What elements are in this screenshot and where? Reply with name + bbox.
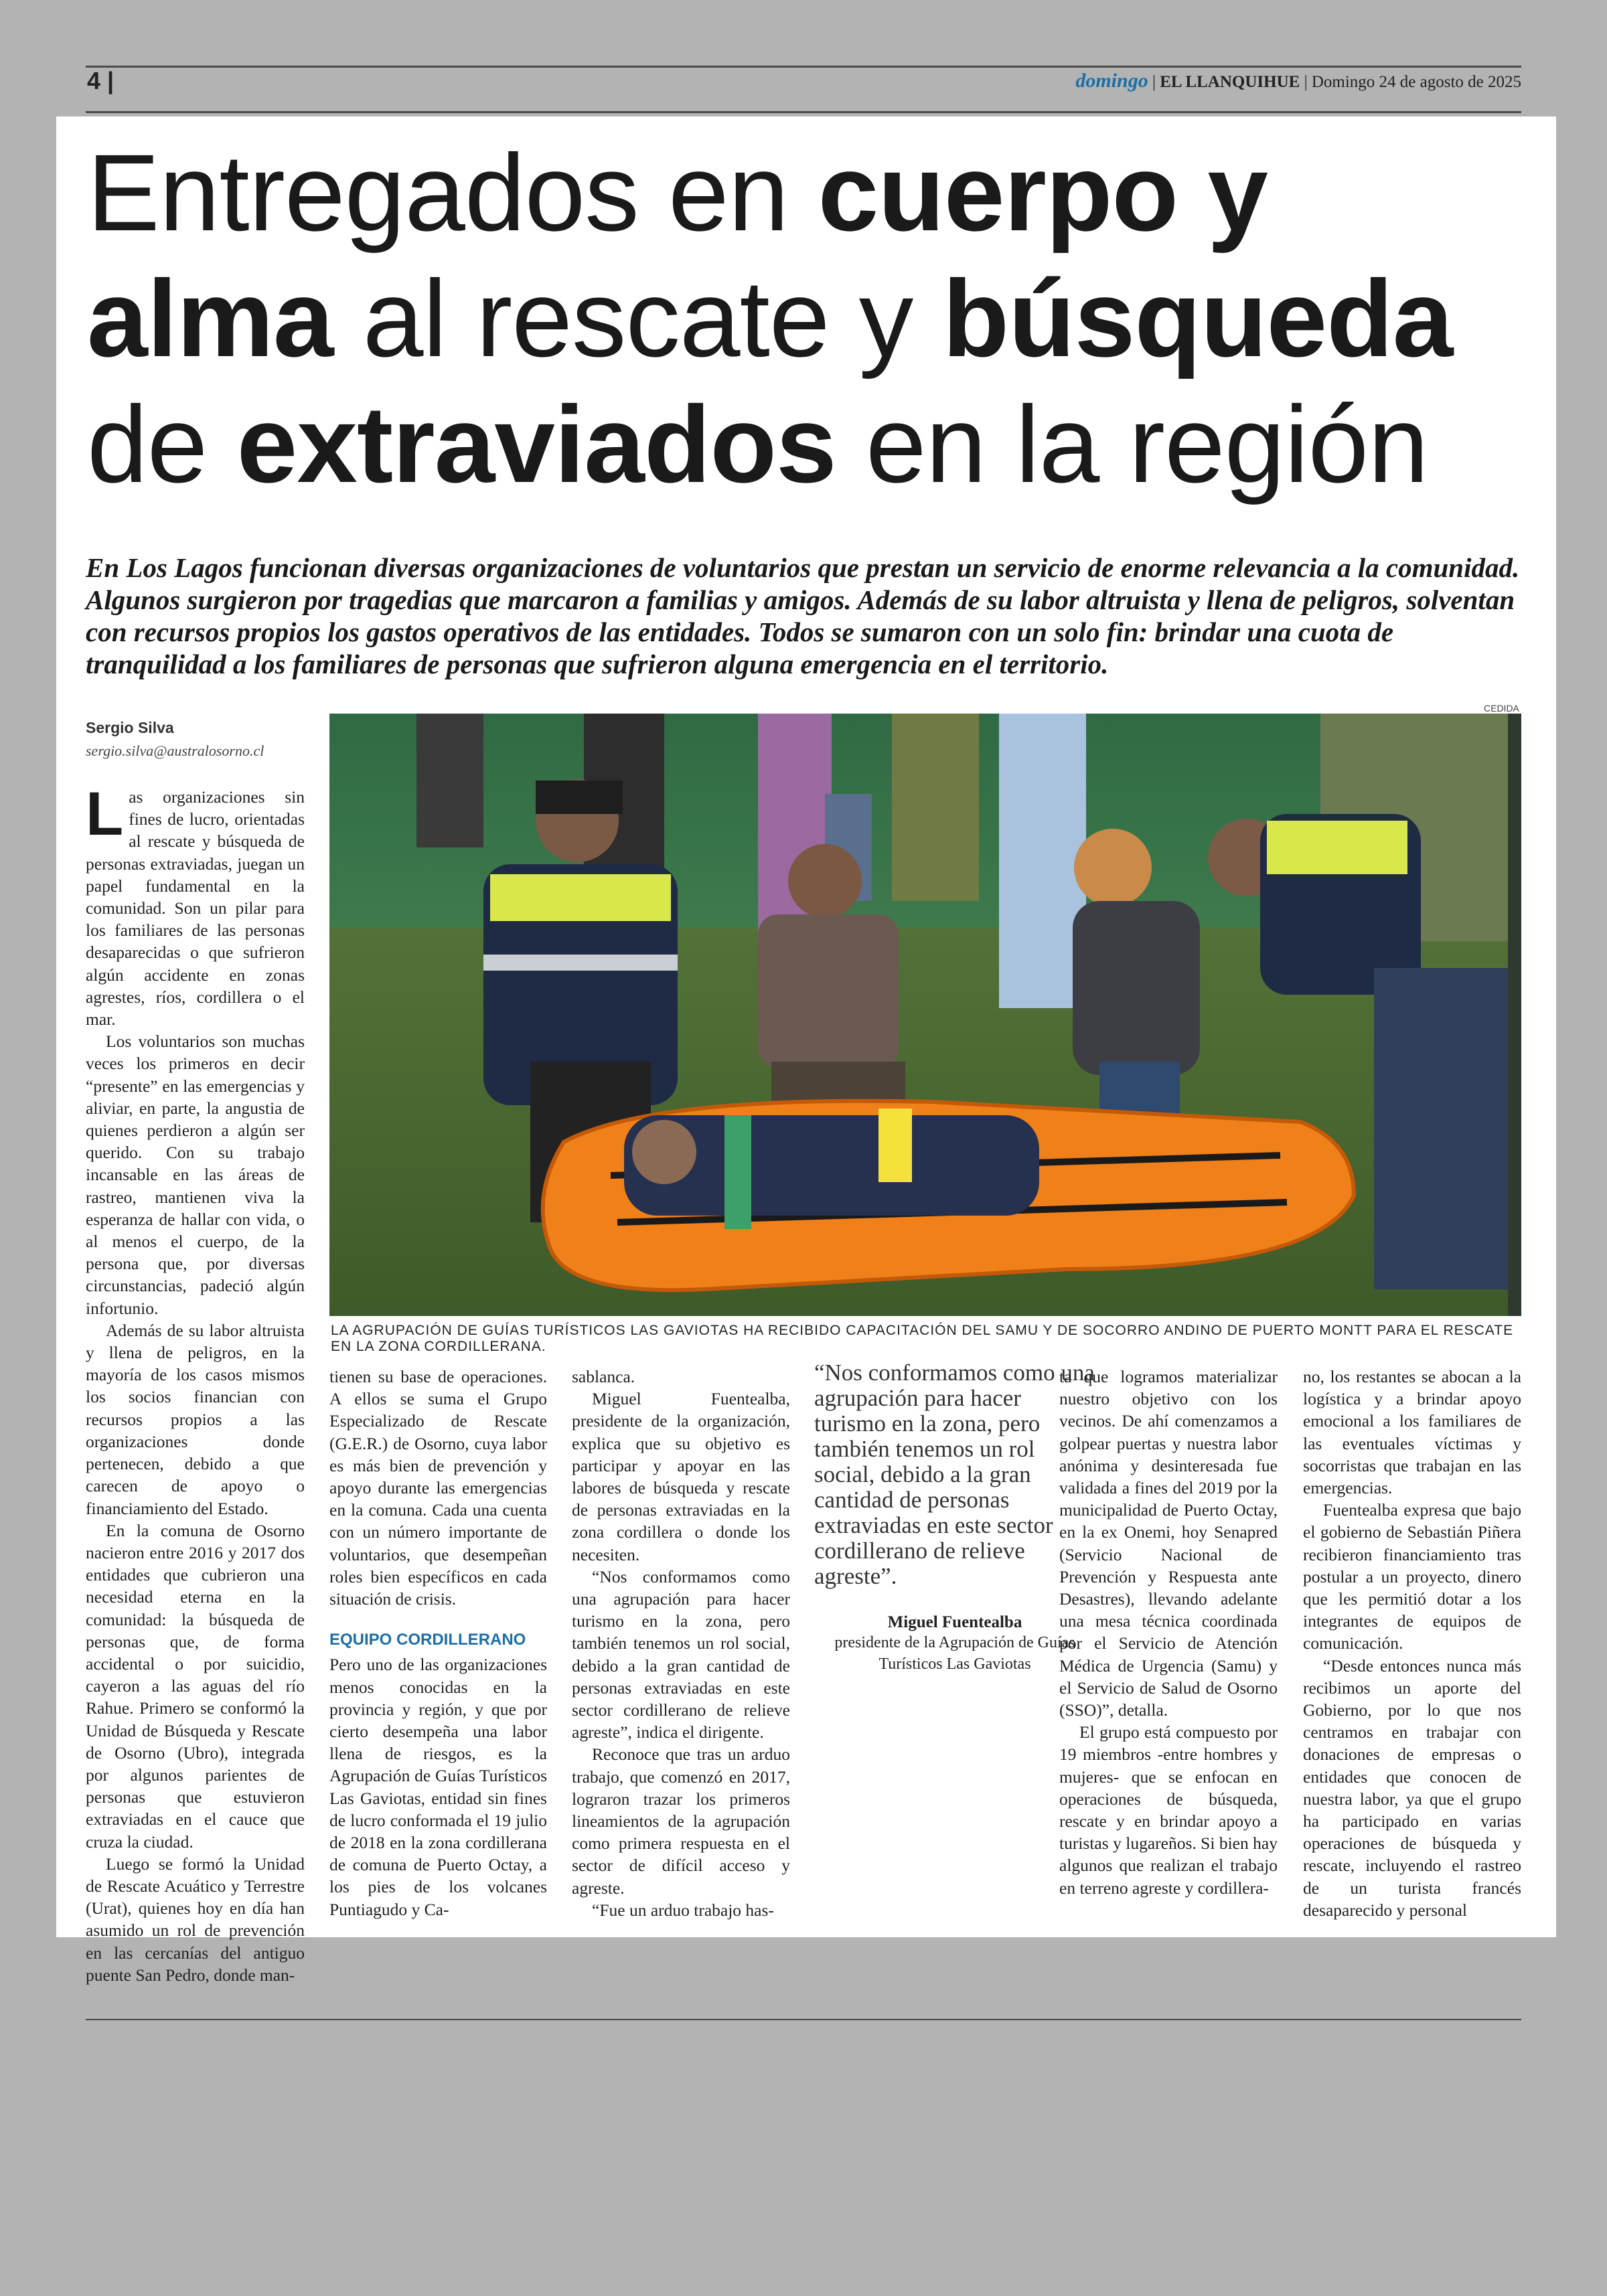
lead-paragraph: En Los Lagos funcionan diversas organizaciones de voluntarios que prestan un servicio de enorme relevancia a la comunidad. Algunos surgieron por tragedias que marcaron a familias y amigos. Además de su labor altruista y llena de peligros, solventan con recursos propios los gastos operativos de las entidades. Todos se sumaron con un solo fin: brindar una cuota de tranquilidad a los familiares de personas que sufrieron alguna emergencia en el territorio. bbox=[86, 552, 1520, 679]
paragraph: Las organizaciones sin fines de lucro, orientadas al rescate y búsqueda de personas extraviadas, juegan un papel fundamental en la comunidad. Son un pilar para los familiares de las personas desaparecidas o que sufrieron algún accidente en zonas agrestes, ríos, cordillera o el mar. bbox=[86, 780, 305, 1030]
pull-quote bbox=[814, 1360, 1095, 1675]
article-column-3 bbox=[572, 1366, 790, 1921]
byline bbox=[86, 719, 354, 760]
rescue-training-photo bbox=[329, 714, 1521, 1316]
paragraph: no, los restantes se abocan a la logística y a brindar apoyo emocional a los familiares de las eventuales víctimas y socorristas que trabajan en las emergencias. bbox=[1303, 1367, 1521, 1498]
pull-quote-role: presidente de la Agrupación de Guías Turísticos Las Gaviotas bbox=[834, 1634, 1075, 1673]
header-rule bbox=[86, 111, 1521, 113]
issue-date: Domingo 24 de agosto de 2025 bbox=[1311, 73, 1521, 91]
paragraph: Los voluntarios son muchas veces los primeros en decir “presente” en las emergencias y aliviar, en parte, la angustia de quienes perdieron a algún ser querido. Con su trabajo incansable en las áreas de rastreo, mantienen viva la esperanza de hallar con vida, o al menos el cuerpo, de la persona que, por diversas circunstancias, padeció algún infortunio. bbox=[86, 1032, 305, 1318]
paragraph: tienen su base de operaciones. A ellos se suma el Grupo Especializado de Rescate (G.E.R.) de Osorno, cuya labor es más bien de prevención y apoyo durante las emergencias en la comuna. Cada una cuenta con un número importante de voluntarios, que desempeñan roles bien específicos en cada situación de crisis. bbox=[329, 1367, 547, 1609]
paragraph: El grupo está compuesto por 19 miembros -entre hombres y mujeres- que se enfocan en operaciones de búsqueda, rescate y en brindar apoyo a turistas y lugareños. Si bien hay algunos que realizan el trabajo en terreno agreste y cordillera- bbox=[1059, 1722, 1278, 1898]
article-page bbox=[56, 116, 1556, 1985]
article-column-2 bbox=[329, 1366, 547, 1920]
paragraph: Luego se formó la Unidad de Rescate Acuático y Terrestre (Urat), quienes hoy en día han asumido un rol de prevención en las cercanías del antiguo puente San Pedro, donde man- bbox=[86, 1854, 305, 1985]
paragraph: sablanca. bbox=[572, 1367, 635, 1386]
page-number: 4 | bbox=[87, 67, 114, 94]
article-column-1 bbox=[86, 780, 305, 1986]
author-email: sergio.silva@australosorno.cl bbox=[86, 742, 264, 759]
section-name: domingo bbox=[1075, 70, 1148, 92]
pull-quote-author: Miguel Fuentealba bbox=[887, 1613, 1022, 1631]
paragraph: “Desde entonces nunca más recibimos un aporte del Gobierno, por lo que nos centramos en trabajar con donaciones de empresas o entidades que conocen de nuestra labor, ya que el grupo ha participado en varias operaciones de búsqueda y rescate, incluyendo el rastreo de un turista francés desaparecido y personal bbox=[1303, 1655, 1521, 1920]
paragraph: Reconoce que tras un arduo trabajo, que comenzó en 2017, lograron trazar los primeros lineamientos de la agrupación como primera respuesta en el sector de difícil acceso y agreste. bbox=[572, 1744, 790, 1898]
bottom-rule bbox=[86, 2019, 1521, 2020]
article-column-5 bbox=[1059, 1366, 1278, 1899]
newspaper-name: EL LLANQUIHUE bbox=[1160, 73, 1300, 91]
paragraph: Pero uno de las organizaciones menos conocidas en la provincia y región, y que por cierto desempeña una labor llena de riesgos, es la Agrupación de Guías Turísticos Las Gaviotas, entidad sin fines de lucro conformada el 19 julio de 2018 en la zona cordillerana de comuna de Puerto Octay, a los pies de los volcanes Puntiagudo y Ca- bbox=[329, 1655, 547, 1919]
rescue-training-illustration bbox=[329, 714, 1521, 1316]
paragraph: Además de su labor altruista y llena de peligros, en la mayoría de los casos mismos los socios financian con recursos propios a las organizaciones donde pertenecen, debido a que carecen de apoyo o financiamiento del Estado. bbox=[86, 1320, 305, 1518]
paragraph: “Fue un arduo trabajo has- bbox=[592, 1900, 774, 1920]
paragraph: ta que logramos materializar nuestro objetivo con los vecinos. De ahí comenzamos a golpear puertas y nuestra labor anónima y desinteresada fue validada a fines del 2019 por la municipalidad de Puerto Octay, en la ex Onemi, hoy Senapred (Servicio Nacional de Prevención y Respuesta ante Desastres), llevando adelante una mesa técnica coordinada por el Servicio de Atención Médica de Urgencia (Samu) y el Servicio de Salud de Osorno (SSO)”, detalla. bbox=[1059, 1367, 1278, 1720]
section-subhead: EQUIPO CORDILLERANO bbox=[329, 1631, 526, 1649]
photo-credit: CEDIDA bbox=[1484, 703, 1519, 714]
drop-cap: L bbox=[86, 780, 124, 848]
pull-quote-text: “Nos conformamos como una agrupación para hacer turismo en la zona, pero también tenemos un rol social, debido a la gran cantidad de personas extraviadas en este sector cordillerano de relieve agreste”. bbox=[814, 1360, 1095, 1589]
article-column-6 bbox=[1303, 1366, 1521, 1921]
photo-caption: LA AGRUPACIÓN DE GUÍAS TURÍSTICOS LAS GAVIOTAS HA RECIBIDO CAPACITACIÓN DEL SAMU Y DE SOCORRO ANDINO DE PUERTO MONTT PARA EL RESCATE EN LA ZONA CORDILLERANA. bbox=[331, 1323, 1514, 1354]
paragraph: En la comuna de Osorno nacieron entre 2016 y 2017 dos entidades que cubrieron una necesidad eterna en la comunidad: la búsqueda de personas que, de forma accidental o por suicidio, cayeron a las aguas del río Rahue. Primero se conformó la Unidad de Búsqueda y Rescate de Osorno (Ubro), integrada por algunos parientes de personas que estuvieron extraviadas en el cauce que cruza la ciudad. bbox=[86, 1520, 305, 1852]
page-header-info: domingo | EL LLANQUIHUE | Domingo 24 de agosto de 2025 bbox=[1075, 70, 1521, 92]
paragraph: Fuentealba expresa que bajo el gobierno de Sebastián Piñera recibieron financiamiento tras postular a un proyecto, dinero que les permitió dotar a los integrantes de equipos de comunicación. bbox=[1303, 1500, 1521, 1653]
headline: Entregados en cuerpo y alma al rescate y búsqueda de extraviados en la región bbox=[87, 131, 1453, 505]
paragraph: Miguel Fuentealba, presidente de la organización, explica que su objetivo es participar y apoyar en las labores de búsqueda y rescate de personas extraviadas en la zona cordillera o donde los necesiten. bbox=[572, 1389, 790, 1564]
paragraph: “Nos conformamos como una agrupación para hacer turismo en la zona, pero también tenemos un rol social, debido a la gran cantidad de personas extraviadas en este sector cordillerano de relieve agreste”, indica el dirigente. bbox=[572, 1566, 790, 1742]
top-rule bbox=[86, 66, 1521, 68]
author-name: Sergio Silva bbox=[86, 719, 174, 736]
